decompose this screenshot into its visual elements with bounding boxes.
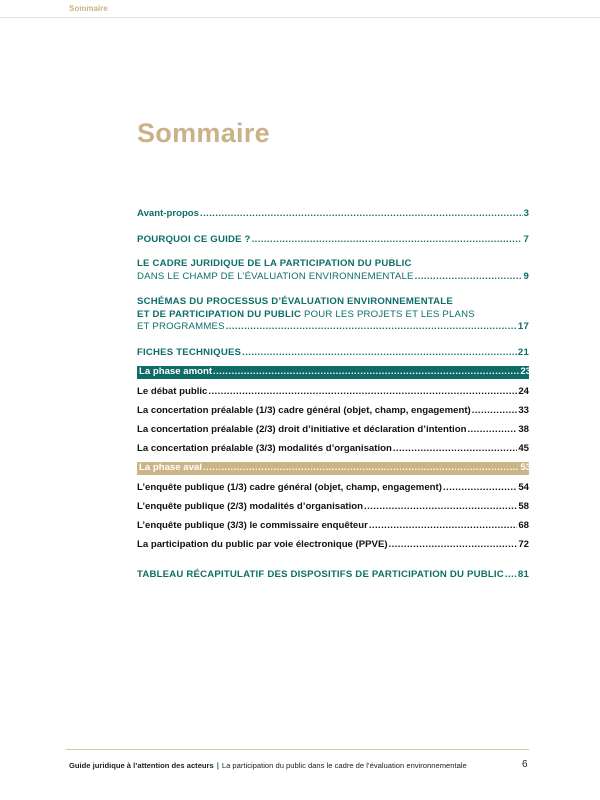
toc-page-number: 68 <box>518 520 529 531</box>
toc-entry-label: LE CADRE JURIDIQUE DE LA PARTICIPATION DU PUBLIC <box>137 258 412 269</box>
toc-entry-concertation-2[interactable] <box>137 424 529 437</box>
toc-entry-concertation-3[interactable] <box>137 443 529 456</box>
toc-entry-label: SCHÉMAS DU PROCESSUS D’ÉVALUATION ENVIRONNEMENTALE <box>137 296 453 307</box>
toc-entry-label: Le débat public <box>137 386 208 397</box>
toc-entry-cadre-juridique[interactable] <box>137 258 529 283</box>
toc-entry-label: La participation du public par voie électronique (PPVE) <box>137 539 388 550</box>
toc-page-number: 33 <box>518 405 529 416</box>
toc-leader-dots <box>415 271 523 284</box>
toc-page-number: 9 <box>523 270 529 282</box>
toc-entry-label-bold: ET DE PARTICIPATION DU PUBLIC <box>137 308 302 320</box>
footer-subtitle: La participation du public dans le cadre de l’évaluation environnementale <box>221 761 467 770</box>
footer-guide-title: Guide juridique à l’attention des acteurs <box>69 761 214 770</box>
toc-entry-schemas[interactable] <box>137 296 529 334</box>
toc-entry-enquete-3[interactable] <box>137 520 529 533</box>
toc-leader-dots <box>208 386 517 399</box>
toc-page-number: 53 <box>520 462 531 473</box>
toc-leader-dots <box>242 347 517 360</box>
toc-page-number: 72 <box>518 539 529 550</box>
toc-page-number: 21 <box>517 347 529 358</box>
toc-page-number: 45 <box>518 443 529 454</box>
toc-entry-label: FICHES TECHNIQUES <box>137 347 242 358</box>
toc-page-number: 24 <box>518 386 529 397</box>
toc-leader-dots <box>213 366 519 379</box>
toc-page-number: 17 <box>517 321 529 332</box>
toc-entry-label: La concertation préalable (2/3) droit d’initiative et déclaration d’intention <box>137 424 467 435</box>
toc-page-number: 81 <box>517 569 529 580</box>
running-header <box>0 0 600 18</box>
toc-page-number: 54 <box>518 482 529 493</box>
toc-leader-dots <box>226 321 517 334</box>
toc-leader-dots <box>364 501 517 514</box>
toc-entry-label: POURQUOI CE GUIDE ? <box>137 234 251 245</box>
toc-entry-fiches[interactable] <box>137 347 529 360</box>
page-title: Sommaire <box>137 118 270 148</box>
toc-entry-label: L’enquête publique (3/3) le commissaire enquêteur <box>137 520 368 531</box>
footer-separator: | <box>216 761 219 770</box>
toc-entry-label: La concertation préalable (3/3) modalités d’organisation <box>137 443 392 454</box>
toc-entry-debat-public[interactable] <box>137 386 529 399</box>
toc-entry-label: L’enquête publique (2/3) modalités d’organisation <box>137 501 364 512</box>
footer-divider <box>66 749 529 750</box>
toc-page-number: 7 <box>523 234 529 245</box>
toc-leader-dots <box>389 539 518 552</box>
toc-leader-dots <box>443 482 517 495</box>
toc-entry-label-plain: POUR LES PROJETS ET LES PLANS <box>301 308 475 320</box>
toc-page-number: 58 <box>518 501 529 512</box>
running-header-label: Sommaire <box>69 4 108 13</box>
toc-entry-label-cont: DANS LE CHAMP DE L’ÉVALUATION ENVIRONNEMENTALE <box>137 270 414 282</box>
toc-entry-pourquoi[interactable] <box>137 234 529 247</box>
toc-leader-dots <box>203 462 519 475</box>
toc-page-number: 3 <box>523 208 529 219</box>
footer-text <box>69 761 467 770</box>
toc-leader-dots <box>252 234 523 247</box>
toc-entry-concertation-1[interactable] <box>137 405 529 418</box>
toc-leader-dots <box>472 405 518 418</box>
toc-entry-label: TABLEAU RÉCAPITULATIF DES DISPOSITIFS DE PARTICIPATION DU PUBLIC <box>137 569 504 580</box>
toc-entry-enquete-2[interactable] <box>137 501 529 514</box>
toc-leader-dots <box>369 520 517 533</box>
toc-leader-dots <box>467 424 517 437</box>
toc-section-phase-amont[interactable] <box>137 366 529 379</box>
toc-entry-tableau[interactable] <box>137 569 529 582</box>
toc-leader-dots <box>393 443 518 456</box>
page-number: 6 <box>522 759 528 770</box>
toc-entry-label: La phase aval <box>139 462 202 473</box>
toc-page-number: 23 <box>520 366 531 377</box>
toc-entry-label: Avant-propos <box>137 208 200 219</box>
toc-leader-dots <box>200 208 523 221</box>
toc-entry-label: La phase amont <box>139 366 213 377</box>
toc-entry-label-cont: ET PROGRAMMES <box>137 321 225 332</box>
toc-entry-enquete-1[interactable] <box>137 482 529 495</box>
toc-page-number: 38 <box>518 424 529 435</box>
toc-entry-avant-propos[interactable] <box>137 208 529 221</box>
toc-entry-label: L’enquête publique (1/3) cadre général (objet, champ, engagement) <box>137 482 442 493</box>
toc-section-phase-aval[interactable] <box>137 462 529 475</box>
toc-leader-dots <box>505 569 517 582</box>
toc-entry-ppve[interactable] <box>137 539 529 552</box>
toc-entry-label: La concertation préalable (1/3) cadre général (objet, champ, engagement) <box>137 405 471 416</box>
